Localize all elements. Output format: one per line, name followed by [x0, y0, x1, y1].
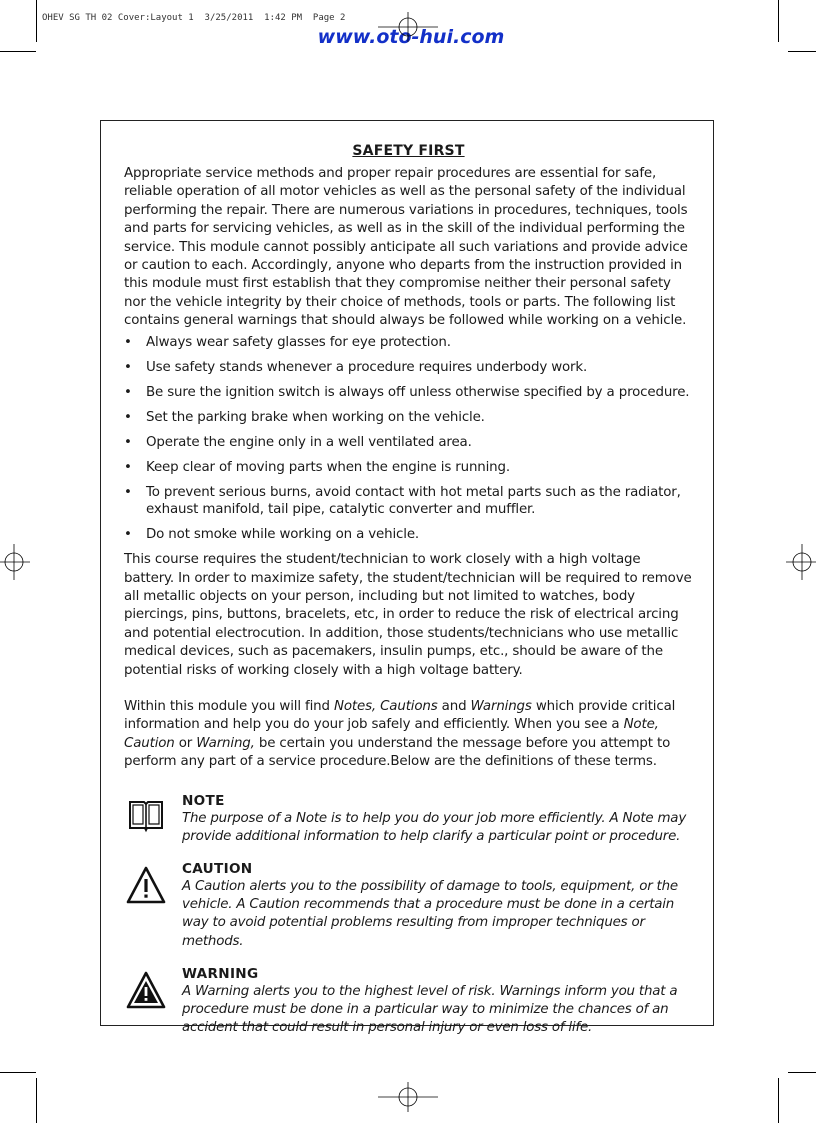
book-icon [126, 794, 166, 838]
bullet: • [124, 409, 132, 425]
crop-mark [788, 1072, 816, 1073]
list-item: • Always wear safety glasses for eye protection. [124, 334, 451, 350]
bullet: • [124, 459, 132, 475]
warning-triangle-icon [126, 969, 166, 1013]
page-title: SAFETY FIRST [352, 143, 465, 159]
list-item: • To prevent serious burns, avoid contact with hot metal parts such as the radiator, exhaust manifold, tail pipe, catalytic converter and muffler. [124, 484, 681, 518]
caution-triangle-icon [126, 864, 166, 908]
bullet: • [124, 434, 132, 450]
list-item: • Set the parking brake when working on the vehicle. [124, 409, 485, 425]
crop-mark [36, 1078, 37, 1123]
caution-definition [124, 860, 693, 951]
crop-mark [36, 0, 37, 42]
crop-mark [0, 1072, 36, 1073]
bullet: • [124, 384, 132, 400]
caution-label: CAUTION [182, 861, 253, 878]
module-paragraph: Within this module you will find Notes, Cautions and Warnings which provide critical information and help you do your job safely and efficiently. When you see a Note, Caution or Warning, be certain you understand the message before you attempt to perform any part of a service procedure.Below are the definitions of these terms. [124, 699, 676, 770]
note-label: NOTE [182, 792, 225, 809]
warning-label: WARNING [182, 965, 259, 982]
list-item: • Do not smoke while working on a vehicle. [124, 527, 420, 543]
crop-mark [778, 1078, 779, 1123]
bullet: • [124, 359, 132, 375]
bullet: • [124, 334, 132, 350]
safety-box [100, 120, 714, 1036]
registration-mark-right [786, 542, 816, 582]
watermark-url: www.oto-hui.com [317, 26, 505, 48]
note-text: The purpose of a Note is to help you do your job more efficiently. A Note may provide additional information to help clarify a particular point or procedure. [182, 810, 687, 844]
list-item: • Use safety stands whenever a procedure requires underbody work. [124, 359, 588, 375]
intro-text: Appropriate service methods and proper repair procedures are essential for safe, reliable operation of all motor vehicles as well as the personal safety of the individual performing the repair. There are numerous variations in procedures, techniques, tools and parts for servicing vehicles, as well as in the skill of the individual performing the service. This module cannot possibly anticipate all such variations and provide advice or caution to each. Accordingly, anyone who departs from the instruction provided in this module must first establish that they compromise neither their personal safety nor the vehicle integrity by their choice of methods, tools or parts. The following list [124, 166, 688, 310]
crop-mark [778, 0, 779, 42]
intro-text-last-line: contains general warnings that should always be followed while working on a vehicle. [124, 313, 687, 329]
high-voltage-paragraph: This course requires the student/technician to work closely with a high voltage battery. In order to maximize safety, the student/technician will be required to remove all metallic objects on your person, including but not limited to watches, body piercings, pins, buttons, bracelets, etc, in order to reduce the risk of electrical arcing and potential electrocution. In addition, those students/technicians who use metallic medical devices, such as pacemakers, insulin pumps, etc., should be aware of the potential risks of working closely with a high voltage battery. [124, 552, 692, 678]
registration-mark-left [0, 542, 30, 582]
note-definition [124, 792, 693, 846]
caution-text: A Caution alerts you to the possibility of damage to tools, equipment, or the vehicle. A Caution recommends that a procedure must be done in a certain way to avoid potential problems resulting from improper techniques or methods. [182, 879, 678, 949]
registration-mark-bottom [376, 1080, 440, 1114]
printer-slug: OHEV SG TH 02 Cover:Layout 1 3/25/2011 1:42 PM Page 2 [42, 13, 346, 23]
warning-definition [124, 965, 693, 1038]
crop-mark [0, 51, 36, 52]
list-item: • Be sure the ignition switch is always off unless otherwise specified by a procedure. [124, 384, 690, 400]
bullet: • [124, 484, 132, 500]
warning-list [124, 334, 693, 544]
list-item: • Operate the engine only in a well ventilated area. [124, 434, 472, 450]
bullet: • [124, 527, 132, 543]
warning-text: A Warning alerts you to the highest level of risk. Warnings inform you that a procedure must be done in a particular way to minimize the chances of an accident that could result in personal injury or even loss of life. [182, 983, 678, 1036]
list-item: • Keep clear of moving parts when the engine is running. [124, 459, 510, 475]
intro-paragraph [124, 165, 693, 331]
crop-mark [788, 51, 816, 52]
registration-mark-top [376, 10, 440, 44]
